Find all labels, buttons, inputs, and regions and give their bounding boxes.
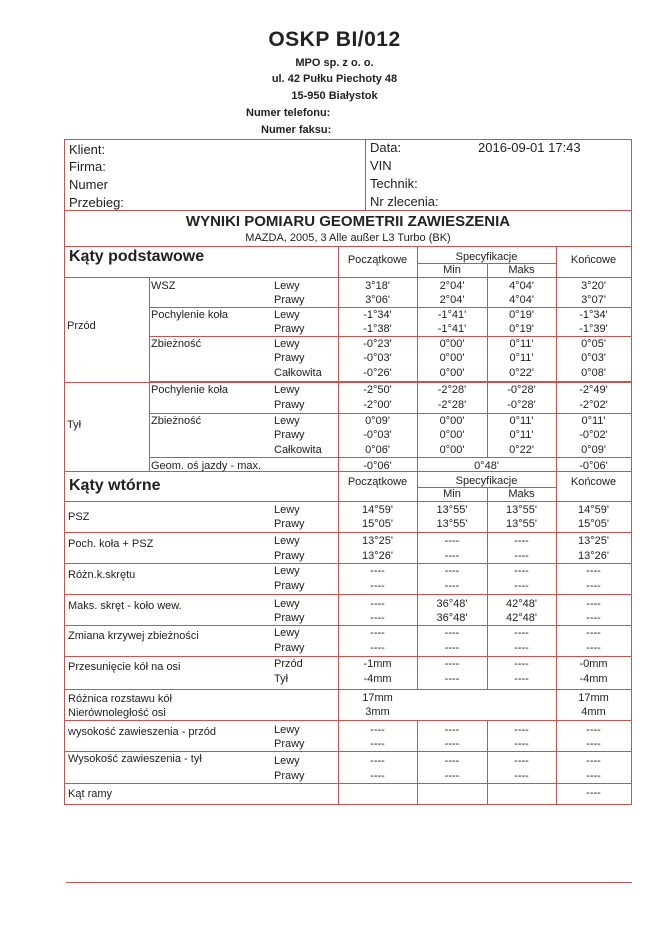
grid-line [149, 336, 631, 337]
min-value: 13°55' [436, 504, 468, 516]
min-value: ---- [444, 658, 460, 670]
vehicle-description: MAZDA, 2005, 3 Alle außer L3 Turbo (BK) [245, 232, 451, 244]
number-label: Numer [69, 177, 109, 192]
max-value: ---- [514, 565, 529, 577]
param-label: WSZ [151, 280, 176, 292]
initial-value: ---- [370, 738, 385, 750]
param-label: Zbieżność [151, 415, 202, 427]
section-primary: Kąty podstawowe [69, 248, 205, 265]
group-front: Przód [67, 320, 96, 332]
min-value: 0°00' [439, 367, 465, 379]
side-label: Lewy [274, 535, 300, 547]
grid-line [65, 625, 631, 626]
initial-value: ---- [370, 770, 385, 782]
initial-value: -0°26' [363, 367, 392, 379]
final-value: -2°02' [579, 399, 608, 411]
grid-line [149, 413, 631, 414]
max-value: ---- [514, 738, 529, 750]
side-label: Lewy [274, 338, 300, 350]
company-city: 15-950 Białystok [291, 90, 378, 102]
min-value: ---- [444, 535, 460, 547]
min-value: 0°00' [439, 429, 465, 441]
max-value: ---- [514, 580, 529, 592]
initial-value: ---- [370, 580, 385, 592]
grid-line [65, 563, 631, 564]
side-label: Prawy [274, 518, 305, 530]
final-value: 13°25' [578, 535, 609, 547]
min-value: 0°00' [439, 338, 465, 350]
min-value: 36°48' [436, 612, 468, 624]
client-label: Klient: [69, 142, 106, 157]
initial-value: 13°25' [362, 535, 393, 547]
initial-value: ---- [370, 642, 385, 654]
final-value: ---- [586, 598, 601, 610]
initial-value: -0°03' [363, 429, 392, 441]
initial-value: ---- [370, 612, 385, 624]
side-label: Całkowita [274, 444, 322, 456]
grid-line [65, 689, 631, 690]
min-value: 0°00' [439, 352, 465, 364]
max-value: 0°22' [509, 367, 534, 379]
initial-value: -2°00' [363, 399, 392, 411]
min-value: ---- [444, 627, 460, 639]
fax-label: Numer faksu: [261, 124, 332, 136]
min-value: -2°28' [437, 384, 467, 396]
final-value: 17mm [578, 692, 609, 704]
max-value: ---- [514, 627, 529, 639]
min-value: ---- [444, 580, 460, 592]
grid-line [65, 656, 631, 657]
company-street: ul. 42 Pułku Piechoty 48 [271, 73, 398, 85]
min-value: 2°04' [439, 294, 465, 306]
firm-label: Firma: [69, 159, 106, 174]
technician-label: Technik: [370, 176, 418, 191]
initial-value: ---- [370, 755, 385, 767]
side-label: Lewy [274, 565, 300, 577]
final-value: -2°49' [579, 384, 608, 396]
geom-initial: -0°06' [363, 460, 392, 472]
final-value: -4mm [579, 673, 608, 685]
report-frame [64, 139, 632, 805]
side-label: Całkowita [274, 367, 322, 379]
grid-line [65, 532, 631, 533]
param-label: Zbieżność [151, 338, 202, 350]
initial-value: 0°06' [365, 444, 390, 456]
side-label: Lewy [274, 755, 300, 767]
min-value: -1°41' [437, 309, 467, 321]
group-label: Wysokość zawieszenia - tył [68, 753, 202, 765]
footer-rule [66, 882, 632, 883]
col-min-2: Min [443, 488, 461, 500]
final-value: ---- [586, 580, 601, 592]
initial-value: 0°09' [365, 415, 390, 427]
mileage-label: Przebieg: [69, 195, 124, 210]
max-value: 0°22' [509, 444, 534, 456]
group-label: PSZ [68, 511, 90, 523]
max-value: 13°55' [506, 518, 537, 530]
group-label: Różn.k.skrętu [68, 569, 136, 581]
col-spec-2: Specyfikacje [455, 475, 518, 487]
max-value: 4°04' [509, 280, 534, 292]
final-value: 4mm [581, 706, 606, 718]
side-label: Lewy [274, 415, 300, 427]
param-label: Pochylenie koła [151, 384, 229, 396]
max-value: 0°19' [509, 309, 534, 321]
final-value: 0°08' [581, 367, 606, 379]
min-value: 2°04' [439, 280, 465, 292]
max-value: 13°55' [506, 504, 537, 516]
grid-line [149, 457, 631, 458]
final-value: ---- [586, 770, 601, 782]
max-value: 0°11' [509, 352, 534, 364]
initial-value: -0°23' [363, 338, 392, 350]
max-value: ---- [514, 658, 529, 670]
final-value: 0°09' [581, 444, 606, 456]
initial-value: ---- [370, 565, 385, 577]
grid-line [65, 501, 631, 502]
grid-line [487, 487, 488, 501]
min-value: ---- [444, 550, 460, 562]
final-value: ---- [586, 642, 601, 654]
max-value: -0°28' [507, 384, 536, 396]
max-value: 42°48' [506, 612, 537, 624]
side-label: Prawy [274, 294, 305, 306]
final-value: -1°34' [579, 309, 608, 321]
min-value: ---- [444, 755, 460, 767]
col-initial-2: Początkowe [347, 476, 408, 488]
initial-value: ---- [370, 598, 385, 610]
grid-line [65, 783, 631, 784]
side-label: Lewy [274, 627, 300, 639]
document-title: OSKP BI/012 [268, 28, 401, 51]
group-label: Nierównoległość osi [68, 707, 166, 719]
min-value: ---- [444, 673, 460, 685]
min-value: ---- [444, 724, 460, 736]
final-value: ---- [586, 755, 601, 767]
initial-value: -1mm [363, 658, 392, 670]
side-label: Lewy [274, 598, 300, 610]
side-label: Lewy [274, 280, 300, 292]
side-label: Prawy [274, 399, 305, 411]
max-value: ---- [514, 755, 529, 767]
min-value: ---- [444, 565, 460, 577]
max-value: ---- [514, 724, 529, 736]
grid-line [65, 382, 631, 383]
min-value: ---- [444, 738, 460, 750]
final-value: ---- [586, 565, 601, 577]
grid-line [65, 720, 631, 721]
col-final-2: Końcowe [570, 476, 617, 488]
min-value: ---- [444, 642, 460, 654]
initial-value: 17mm [362, 692, 393, 704]
side-label: Prawy [274, 429, 305, 441]
side-label: Prawy [274, 352, 305, 364]
group-label: Maks. skręt - koło wew. [68, 600, 182, 612]
max-value: 4°04' [509, 294, 534, 306]
side-label: Lewy [274, 504, 300, 516]
group-label: Różnica rozstawu kół [68, 693, 172, 705]
final-value: 13°26' [578, 550, 609, 562]
col-final: Końcowe [570, 254, 617, 266]
min-value: 0°00' [439, 415, 465, 427]
col-min: Min [443, 264, 461, 276]
final-value: 14°59' [578, 504, 609, 516]
initial-value: -4mm [363, 673, 392, 685]
final-value: 15°05' [578, 518, 609, 530]
param-label: Pochylenie koła [151, 309, 229, 321]
max-value: 0°11' [509, 415, 534, 427]
min-value: -1°41' [437, 323, 467, 335]
group-label: Przesunięcie kół na osi [68, 661, 181, 673]
initial-value: 3°06' [365, 294, 390, 306]
final-value: ---- [586, 787, 601, 799]
section-secondary: Kąty wtórne [69, 477, 161, 494]
max-value: ---- [514, 673, 529, 685]
side-label: Prawy [274, 323, 305, 335]
initial-value: -0°03' [363, 352, 392, 364]
company-name: MPO sp. z o. o. [295, 57, 374, 69]
final-value: 3°07' [581, 294, 606, 306]
final-value: ---- [586, 612, 601, 624]
geom-final: -0°06' [579, 460, 608, 472]
min-value: 36°48' [436, 598, 468, 610]
initial-value: -1°38' [363, 323, 392, 335]
report-title: WYNIKI POMIARU GEOMETRII ZAWIESZENIA [185, 213, 511, 230]
max-value: 0°11' [509, 429, 534, 441]
final-value: 0°11' [581, 415, 606, 427]
final-value: 3°20' [581, 280, 606, 292]
side-label: Prawy [274, 770, 305, 782]
date-value: 2016-09-01 17:43 [478, 140, 581, 155]
final-value: -0°02' [579, 429, 608, 441]
col-max-2: Maks [508, 488, 535, 500]
side-label: Prawy [274, 580, 305, 592]
initial-value: 3°18' [365, 280, 390, 292]
vin-label: VIN [370, 158, 392, 173]
initial-value: 15°05' [362, 518, 393, 530]
group-label: Zmiana krzywej zbieżności [68, 630, 199, 642]
geom-axis-label: Geom. oś jazdy - max. [151, 460, 262, 472]
grid-line [65, 594, 631, 595]
side-label: Lewy [274, 384, 300, 396]
col-max: Maks [508, 264, 535, 276]
geom-spec: 0°48' [474, 460, 499, 472]
grid-line [149, 307, 631, 308]
group-label: Poch. koła + PSZ [68, 538, 154, 550]
max-value: 0°19' [509, 323, 534, 335]
max-value: ---- [514, 550, 529, 562]
final-value: ---- [586, 627, 601, 639]
side-label: Prawy [274, 642, 305, 654]
max-value: ---- [514, 535, 529, 547]
side-label: Przód [274, 658, 303, 670]
side-label: Prawy [274, 550, 305, 562]
initial-value: -1°34' [363, 309, 392, 321]
grid-line [65, 751, 631, 752]
final-value: ---- [586, 738, 601, 750]
max-value: ---- [514, 770, 529, 782]
min-value: ---- [444, 770, 460, 782]
min-value: 13°55' [436, 518, 468, 530]
max-value: 0°11' [509, 338, 534, 350]
min-value: 0°00' [439, 444, 465, 456]
order-number-label: Nr zlecenia: [370, 194, 439, 209]
initial-value: 14°59' [362, 504, 393, 516]
initial-value: 3mm [365, 706, 390, 718]
side-label: Tył [274, 673, 289, 685]
col-initial: Początkowe [347, 254, 408, 266]
date-label: Data: [370, 140, 402, 155]
side-label: Lewy [274, 724, 300, 736]
min-value: -2°28' [437, 399, 467, 411]
final-value: ---- [586, 724, 601, 736]
col-spec: Specyfikacje [455, 251, 518, 263]
group-label: Kąt ramy [68, 788, 113, 800]
group-rear: Tył [67, 419, 82, 431]
initial-value: ---- [370, 724, 385, 736]
initial-value: ---- [370, 627, 385, 639]
side-label: Prawy [274, 738, 305, 750]
side-label: Prawy [274, 612, 305, 624]
max-value: -0°28' [507, 399, 536, 411]
max-value: ---- [514, 642, 529, 654]
initial-value: -2°50' [363, 384, 392, 396]
side-label: Lewy [274, 309, 300, 321]
max-value: 42°48' [506, 598, 537, 610]
final-value: -0mm [579, 658, 608, 670]
phone-label: Numer telefonu: [246, 107, 331, 119]
initial-value: 13°26' [362, 550, 393, 562]
final-value: 0°03' [581, 352, 606, 364]
grid-line [417, 263, 556, 264]
final-value: 0°05' [581, 338, 606, 350]
group-label: wysokość zawieszenia - przód [68, 726, 216, 738]
final-value: -1°39' [579, 323, 608, 335]
